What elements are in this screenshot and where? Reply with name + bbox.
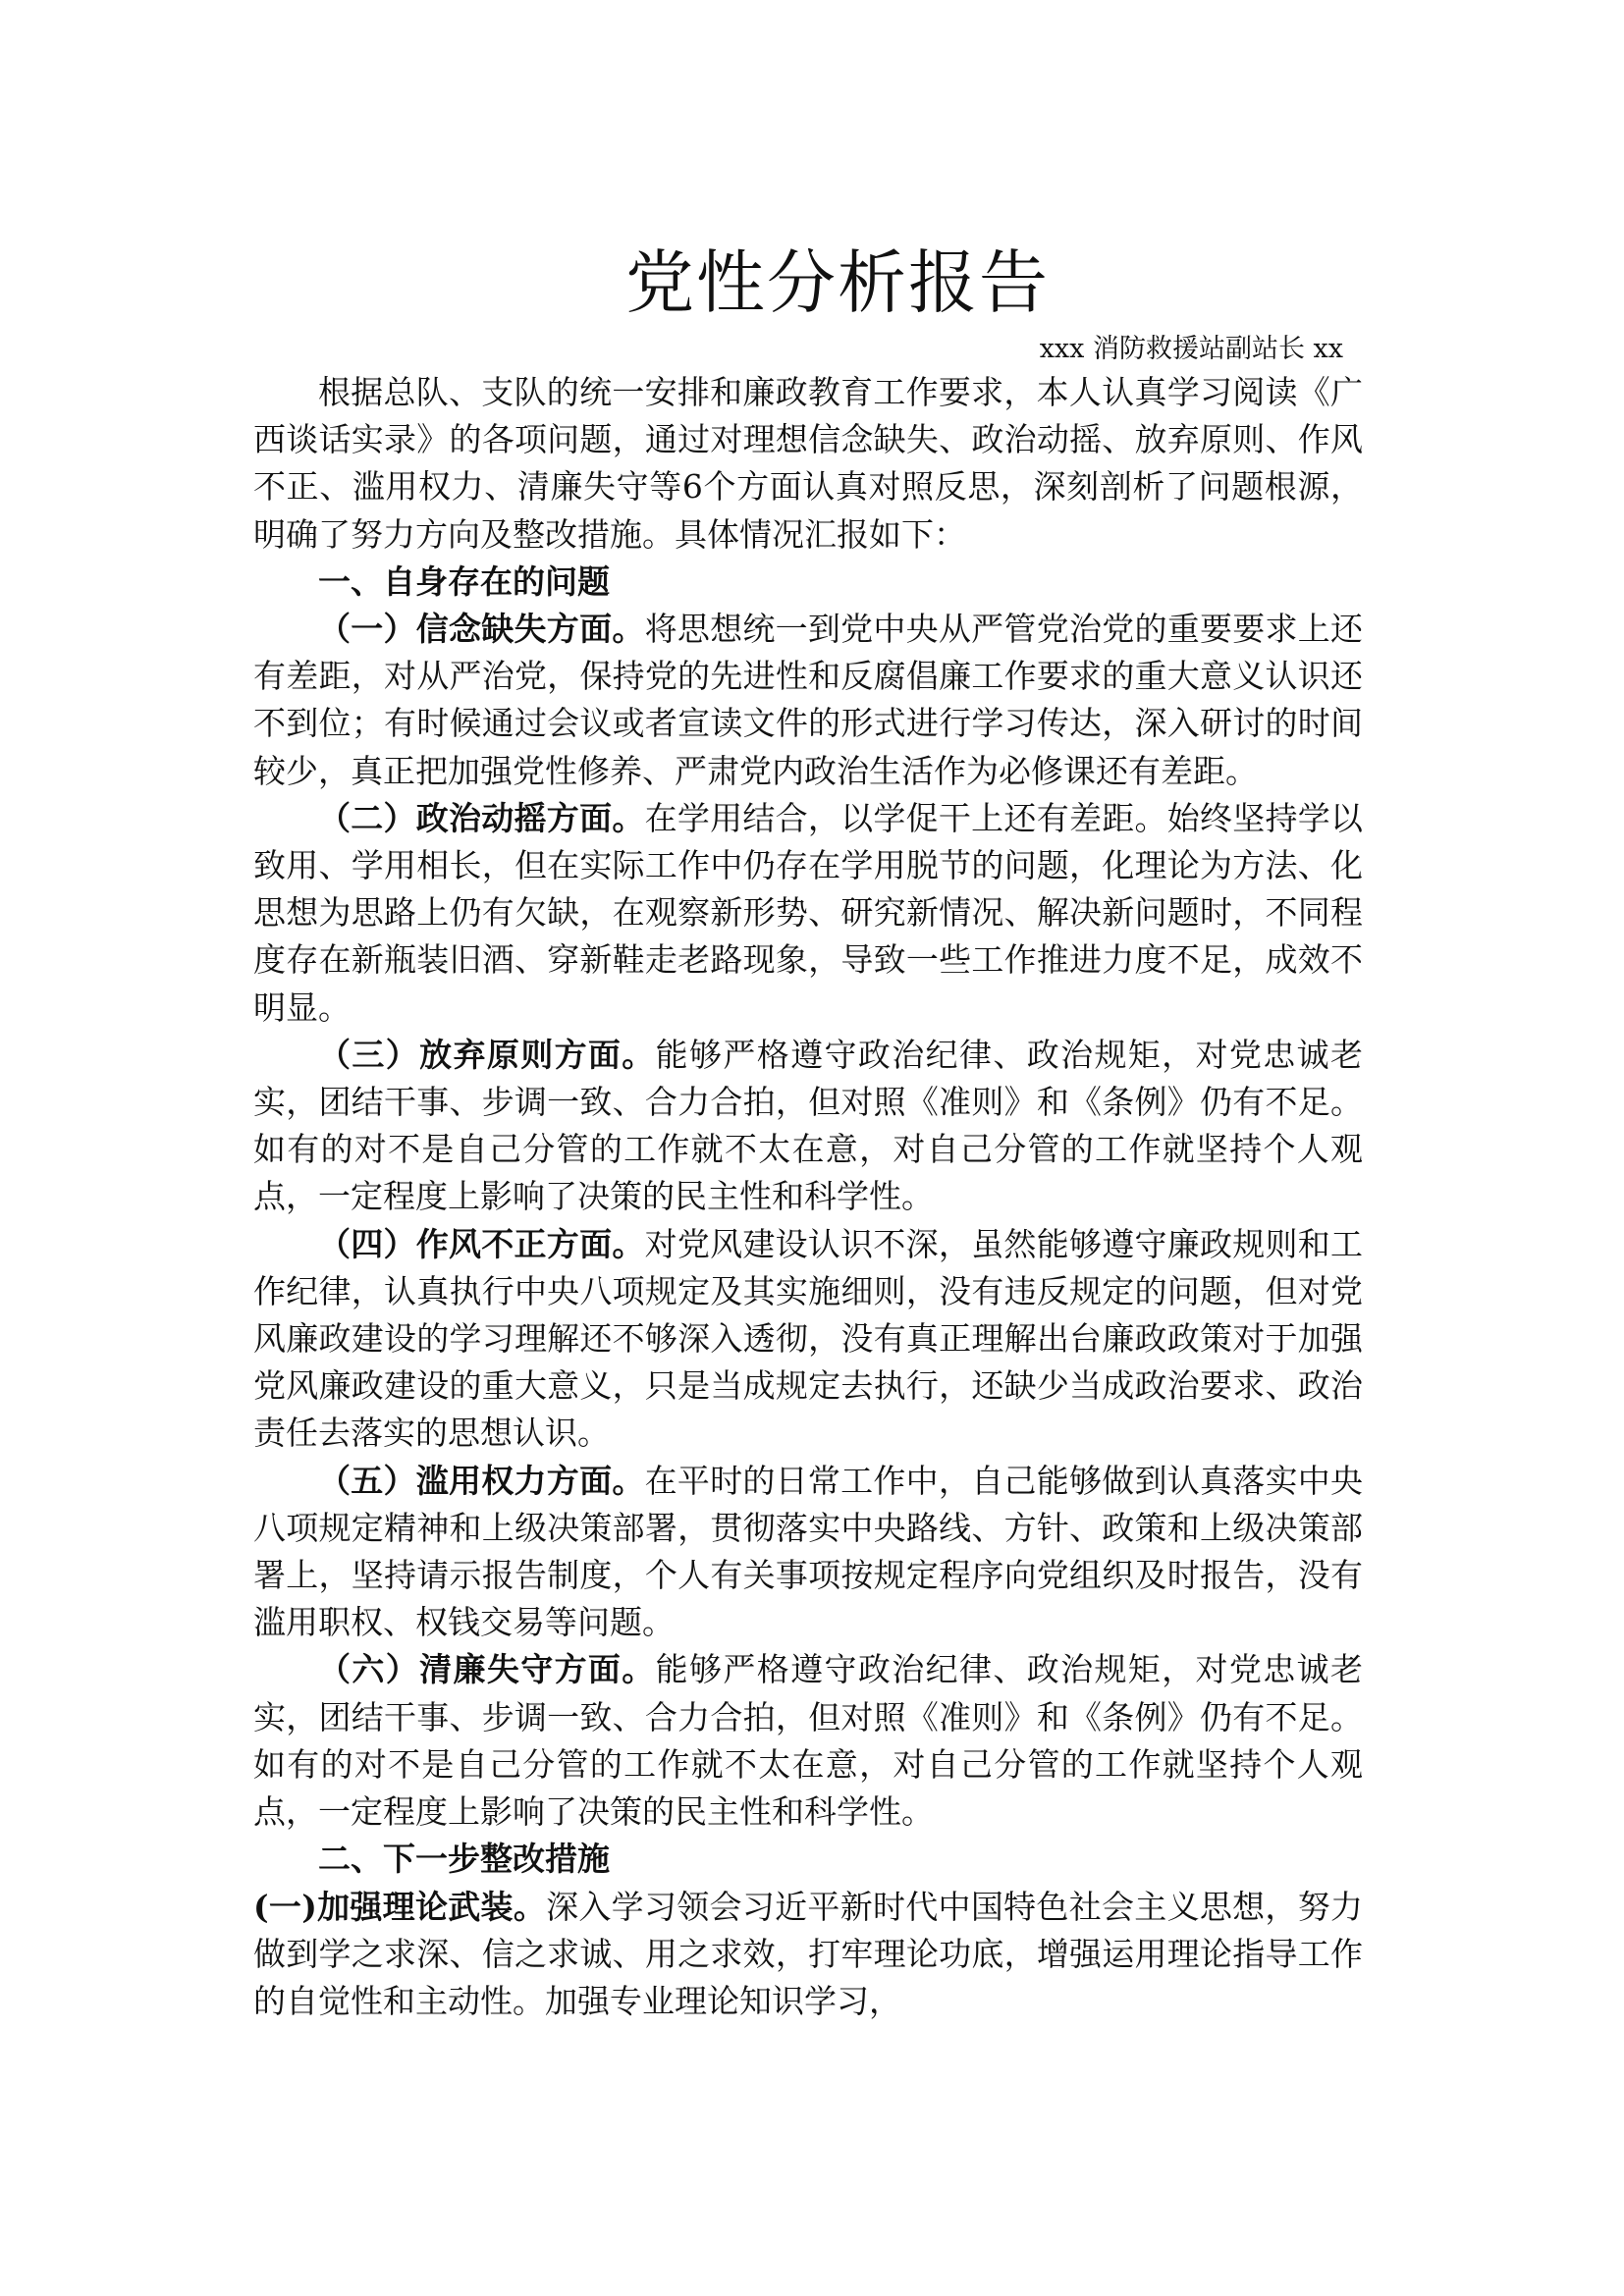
problem-item-6 — [253, 1646, 1363, 1836]
measure-item-lead: (一)加强理论武装。 — [253, 1887, 547, 1926]
problem-item-lead: （五）滥用权力方面。 — [318, 1461, 645, 1500]
problem-item-text: 能够严格遵守政治纪律、政治规矩，对党忠诚老实，团结干事、步调一致、合力合拍，但对照《准则》和《条例》仍有不足。如有的对不是自己分管的工作就不太在意，对自己分管的工作就坚持个人观点，一定程度上影响了决策的民主性和科学性。 — [253, 1650, 1364, 1832]
problem-item-3 — [253, 1032, 1363, 1221]
problem-item-1 — [253, 606, 1363, 795]
section-heading-problems: 一、自身存在的问题 — [318, 561, 610, 601]
problem-item-text: 对党风建设认识不深，虽然能够遵守廉政规则和工作纪律，认真执行中央八项规定及其实施细则，没有违反规定的问题，但对党风廉政建设的学习理解还不够深入透彻，没有真正理解出台廉政政策对于加强党风廉政建设的重大意义，只是当成规定去执行，还缺少当成政治要求、政治责任去落实的思想认识。 — [253, 1224, 1364, 1453]
author-line: xxx 消防救援站副站长 xx — [1039, 334, 1343, 364]
problem-item-4 — [253, 1221, 1363, 1458]
problem-item-lead: （六）清廉失守方面。 — [318, 1650, 656, 1689]
document-body — [253, 236, 1363, 2025]
intro-paragraph: 根据总队、支队的统一安排和廉政教育工作要求，本人认真学习阅读《广西谈话实录》的各项问题，通过对理想信念缺失、政治动摇、放弃原则、作风不正、滥用权力、清廉失守等6个方面认真对照反思，深刻剖析了问题根源，明确了努力方向及整改措施。具体情况汇报如下： — [253, 373, 1363, 554]
measure-item-1 — [253, 1884, 1363, 2025]
problem-item-lead: （二）政治动摇方面。 — [318, 798, 645, 837]
problem-item-text: 在平时的日常工作中，自己能够做到认真落实中央八项规定精神和上级决策部署，贯彻落实中央路线、方针、政策和上级决策部署上，坚持请示报告制度，个人有关事项按规定程序向党组织及时报告，没有滥用职权、权钱交易等问题。 — [253, 1461, 1364, 1642]
problem-item-text: 将思想统一到党中央从严管党治党的重要要求上还有差距，对从严治党，保持党的先进性和反腐倡廉工作要求的重大意义认识还不到位；有时候通过会议或者宣读文件的形式进行学习传达，深入研讨的时间较少，真正把加强党性修养、严肃党内政治生活作为必修课还有差距。 — [253, 610, 1364, 790]
problem-item-5 — [253, 1458, 1363, 1647]
measure-item-clip — [253, 1884, 1363, 2025]
problem-item-lead: （四）作风不正方面。 — [318, 1224, 645, 1263]
section-heading-measures: 二、下一步整改措施 — [318, 1840, 610, 1879]
measure-item-text: 深入学习领会习近平新时代中国特色社会主义思想，努力做到学之求深、信之求诚、用之求效，打牢理论功底，增强运用理论指导工作的自觉性和主动性。加强专业理论知识学习， — [253, 1887, 1363, 2020]
problem-item-text: 在学用结合，以学促干上还有差距。始终坚持学以致用、学用相长，但在实际工作中仍存在学用脱节的问题，化理论为方法、化思想为思路上仍有欠缺，在观察新形势、研究新情况、解决新问题时，不同程度存在新瓶装旧酒、穿新鞋走老路现象，导致一些工作推进力度不足，成效不明显。 — [253, 798, 1364, 1027]
problem-item-lead: （三）放弃原则方面。 — [318, 1035, 656, 1074]
problem-item-2 — [253, 795, 1363, 1032]
document-title: 党性分析报告 — [625, 242, 1050, 323]
problem-item-text: 能够严格遵守政治纪律、政治规矩，对党忠诚老实，团结干事、步调一致、合力合拍，但对照《准则》和《条例》仍有不足。如有的对不是自己分管的工作就不太在意，对自己分管的工作就坚持个人观点，一定程度上影响了决策的民主性和科学性。 — [253, 1035, 1364, 1216]
problem-item-lead: （一）信念缺失方面。 — [318, 610, 645, 649]
